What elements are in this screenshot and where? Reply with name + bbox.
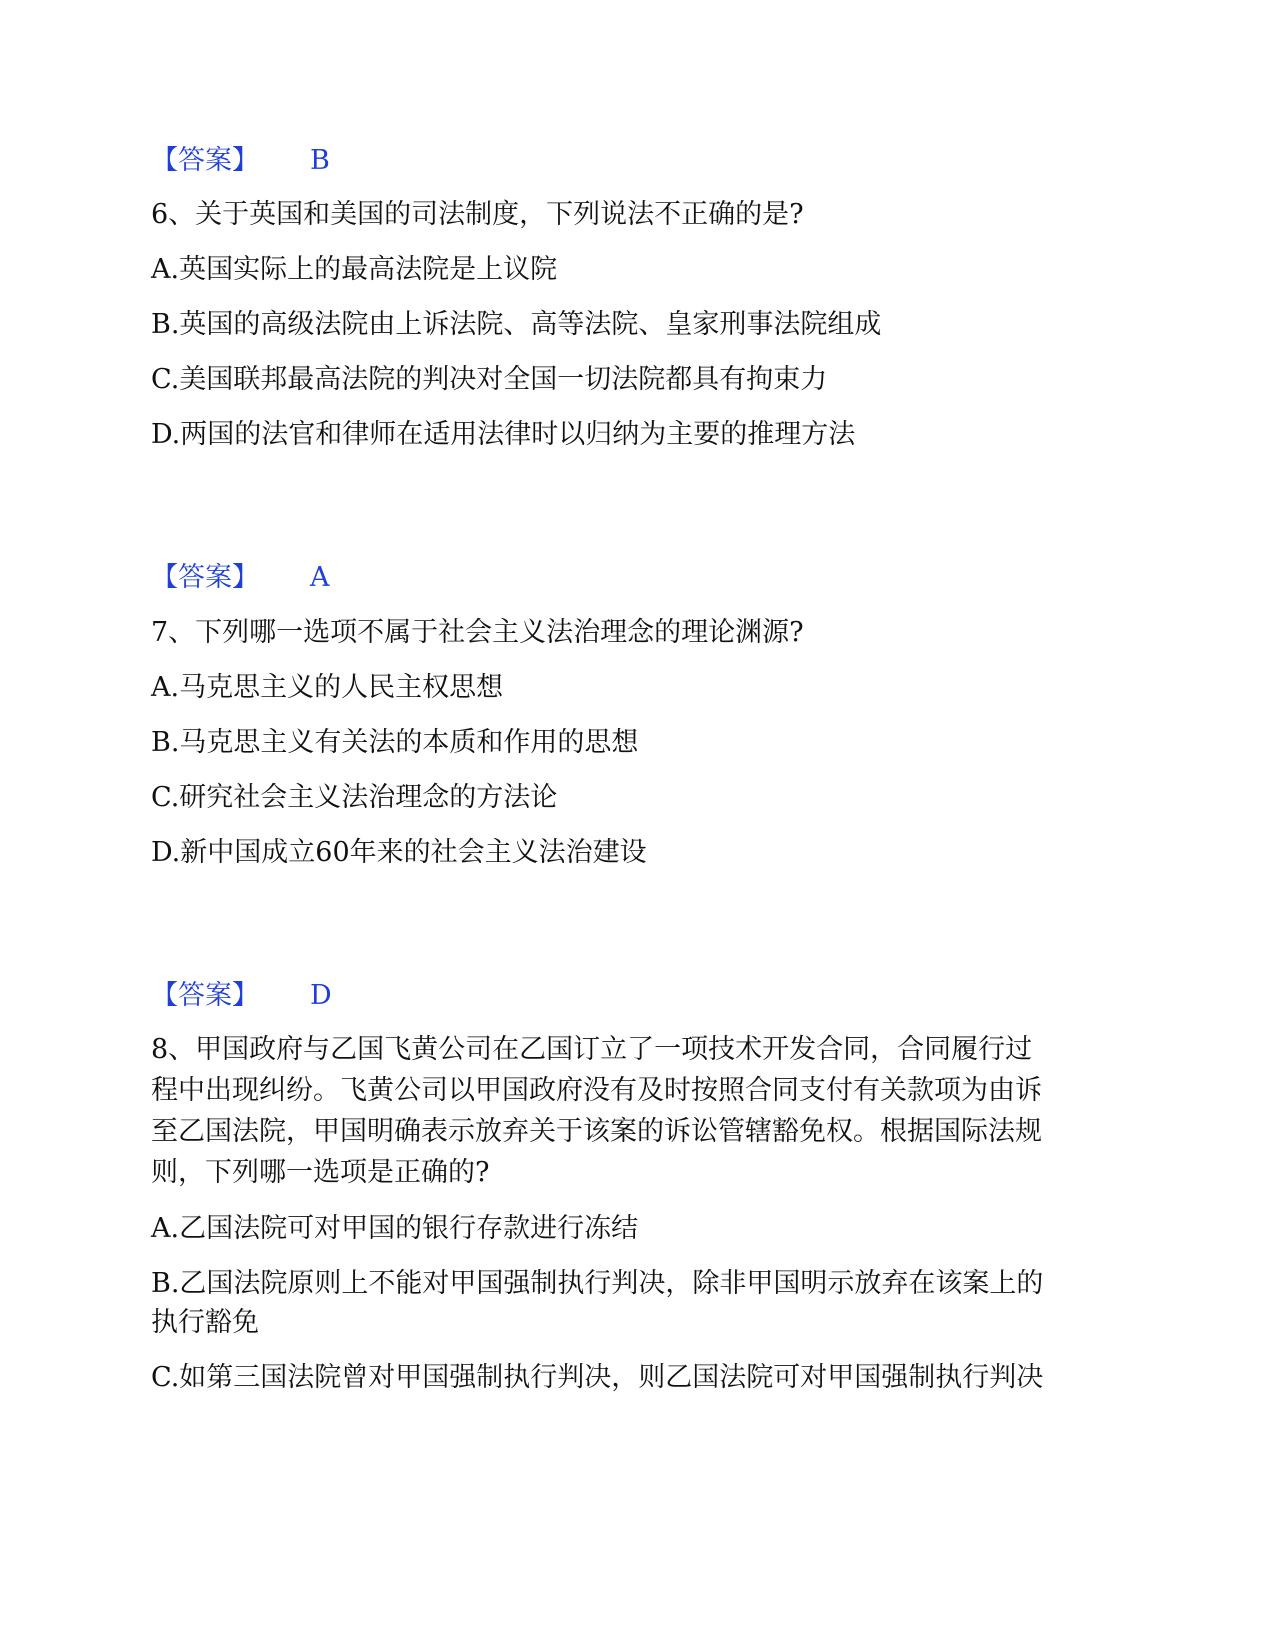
answer-label: 【答案】 <box>151 562 259 593</box>
answer-row <box>151 142 330 180</box>
answer-label: 【答案】 <box>151 145 259 176</box>
question-text-line: 则，下列哪一选项是正确的? <box>151 1157 490 1188</box>
question-text-line: 程中出现纠纷。飞黄公司以甲国政府没有及时按照合同支付有关款项为由诉 <box>151 1075 1042 1106</box>
answer-value: A <box>310 562 330 593</box>
question-text-line: 至乙国法院，甲国明确表示放弃关于该案的诉讼管辖豁免权。根据国际法规 <box>151 1116 1042 1147</box>
option-c: C.研究社会主义法治理念的方法论 <box>151 782 558 813</box>
option-c: C.美国联邦最高法院的判决对全国一切法院都具有拘束力 <box>151 364 828 395</box>
answer-value: B <box>310 145 330 176</box>
answer-row <box>151 977 332 1015</box>
question-text-line: 8、甲国政府与乙国飞黄公司在乙国订立了一项技术开发合同，合同履行过 <box>151 1034 1033 1065</box>
answer-label: 【答案】 <box>151 980 259 1011</box>
option-b: B.乙国法院原则上不能对甲国强制执行判决，除非甲国明示放弃在该案上的 <box>151 1268 1044 1299</box>
option-b: B.马克思主义有关法的本质和作用的思想 <box>151 727 639 758</box>
option-a: A.马克思主义的人民主权思想 <box>151 672 504 703</box>
answer-value: D <box>310 980 332 1011</box>
option-c: C.如第三国法院曾对甲国强制执行判决，则乙国法院可对甲国强制执行判决 <box>151 1362 1044 1393</box>
option-d: D.新中国成立60年来的社会主义法治建设 <box>151 837 647 868</box>
option-b-continued: 执行豁免 <box>151 1307 259 1338</box>
answer-row <box>151 559 330 597</box>
question-text: 7、下列哪一选项不属于社会主义法治理念的理论渊源? <box>151 617 804 648</box>
option-b: B.英国的高级法院由上诉法院、高等法院、皇家刑事法院组成 <box>151 309 882 340</box>
option-d: D.两国的法官和律师在适用法律时以归纳为主要的推理方法 <box>151 419 856 450</box>
option-a: A.乙国法院可对甲国的银行存款进行冻结 <box>151 1213 639 1244</box>
option-a: A.英国实际上的最高法院是上议院 <box>151 254 558 285</box>
question-text: 6、关于英国和美国的司法制度，下列说法不正确的是? <box>151 199 804 230</box>
